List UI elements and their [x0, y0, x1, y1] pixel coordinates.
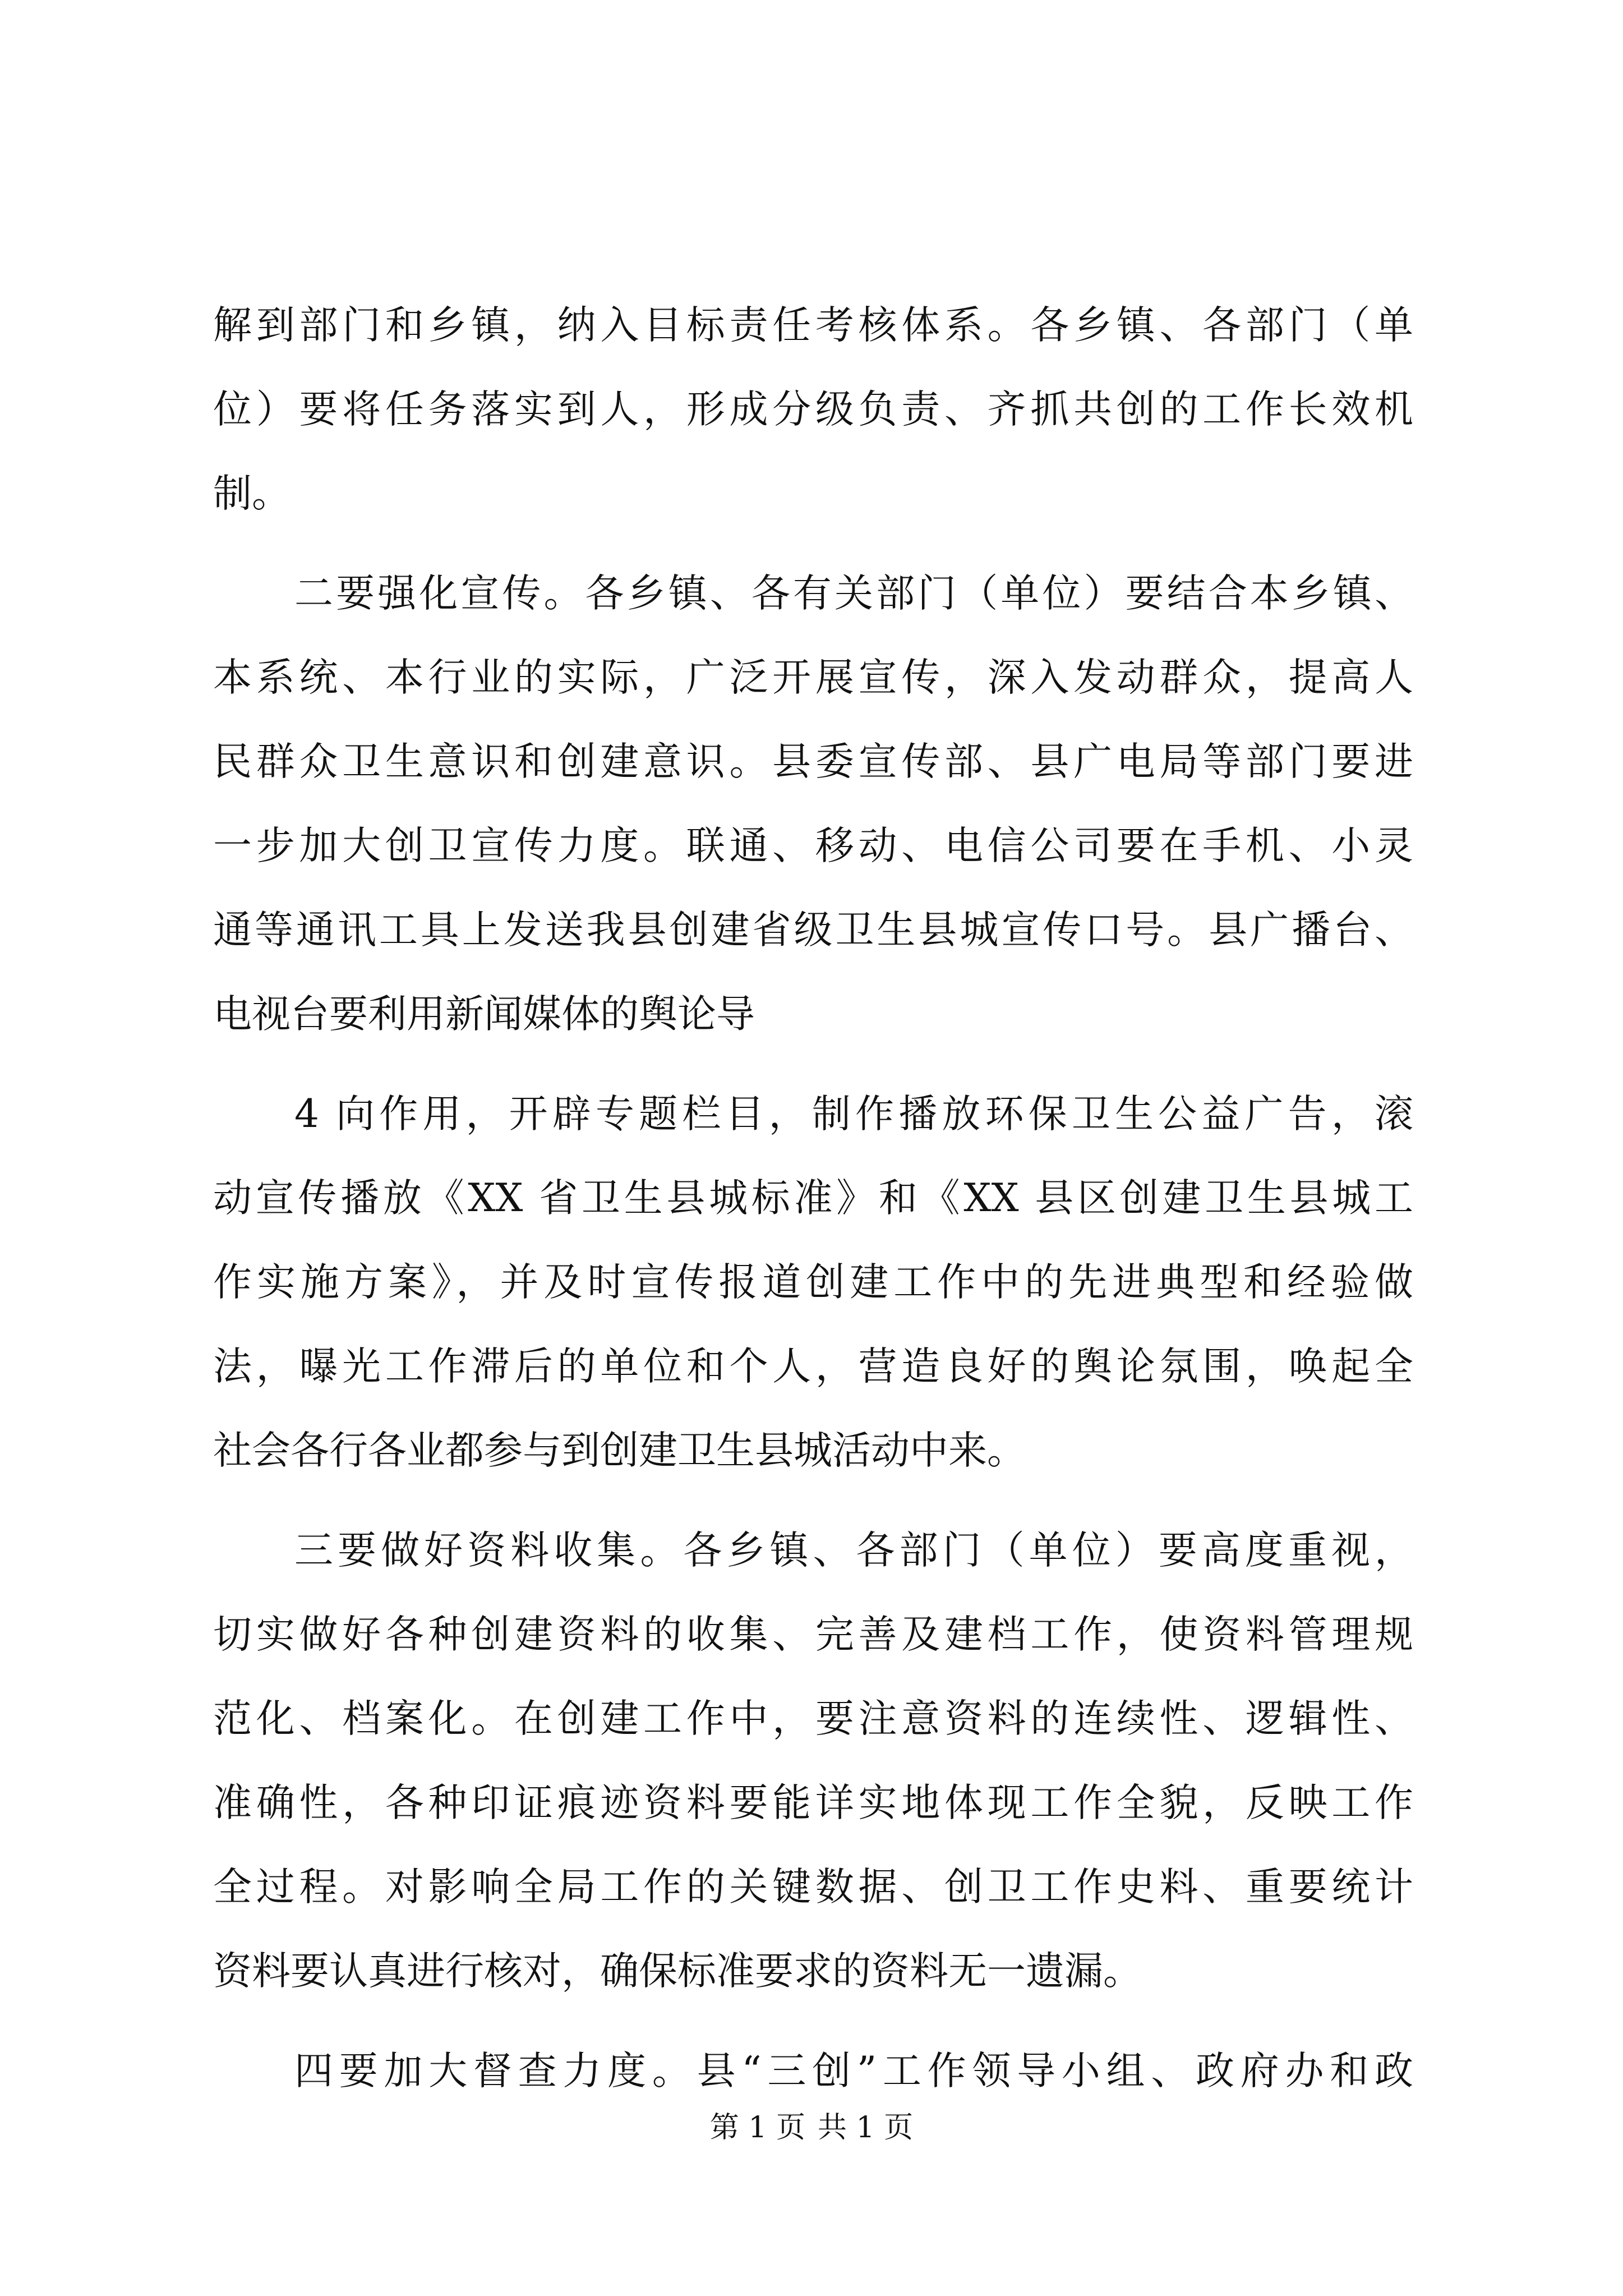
- paragraph-2-line-3: 民群众卫生意识和创建意识。县委宣传部、县广电局等部门要进: [213, 739, 1413, 784]
- paragraph-4-line-1: 三要做好资料收集。各乡镇、各部门（单位）要高度重视，: [294, 1528, 1413, 1573]
- page-footer: [0, 2108, 1623, 2147]
- page-number: 第 1 页: [709, 2111, 805, 2145]
- paragraph-3-line-3: 作实施方案》，并及时宣传报道创建工作中的先进典型和经验做: [213, 1260, 1413, 1305]
- paragraph-2-line-4: 一步加大创卫宣传力度。联通、移动、电信公司要在手机、小灵: [213, 823, 1413, 868]
- paragraph-1-line-2: 位）要将任务落实到人，形成分级负责、齐抓共创的工作长效机: [213, 387, 1413, 432]
- paragraph-4-line-3: 范化、档案化。在创建工作中，要注意资料的连续性、逻辑性、: [213, 1696, 1413, 1741]
- paragraph-4-line-2: 切实做好各种创建资料的收集、完善及建档工作，使资料管理规: [213, 1612, 1413, 1657]
- paragraph-2-line-6: 电视台要利用新闻媒体的舆论导: [213, 992, 755, 1037]
- paragraph-4-line-4: 准确性，各种印证痕迹资料要能详实地体现工作全貌，反映工作: [213, 1780, 1413, 1825]
- paragraph-3-line-5: 社会各行各业都参与到创建卫生县城活动中来。: [213, 1428, 1026, 1473]
- paragraph-4-line-6: 资料要认真进行核对，确保标准要求的资料无一遗漏。: [213, 1949, 1142, 1994]
- paragraph-1-line-1: 解到部门和乡镇，纳入目标责任考核体系。各乡镇、各部门（单: [213, 303, 1413, 348]
- paragraph-2-line-5: 通等通讯工具上发送我县创建省级卫生县城宣传口号。县广播台、: [213, 908, 1413, 953]
- paragraph-5-line-1: 四要加大督查力度。县“三创”工作领导小组、政府办和政: [294, 2049, 1413, 2093]
- paragraph-3-line-4: 法，曝光工作滞后的单位和个人，营造良好的舆论氛围，唤起全: [213, 1344, 1413, 1389]
- page-total: 共 1 页: [818, 2111, 914, 2145]
- document-body: [213, 283, 1413, 2113]
- paragraph-3-line-1: 4 向作用，开辟专题栏目，制作播放环保卫生公益广告，滚: [294, 1092, 1413, 1137]
- paragraph-4-line-5: 全过程。对影响全局工作的关键数据、创卫工作史料、重要统计: [213, 1865, 1413, 1910]
- paragraph-2-line-1: 二要强化宣传。各乡镇、各有关部门（单位）要结合本乡镇、: [294, 571, 1413, 616]
- paragraph-1-line-3: 制。: [213, 471, 291, 516]
- paragraph-3-line-2: 动宣传播放《XX 省卫生县城标准》和《XX 县区创建卫生县城工: [213, 1176, 1413, 1221]
- paragraph-2-line-2: 本系统、本行业的实际，广泛开展宣传，深入发动群众，提高人: [213, 655, 1413, 700]
